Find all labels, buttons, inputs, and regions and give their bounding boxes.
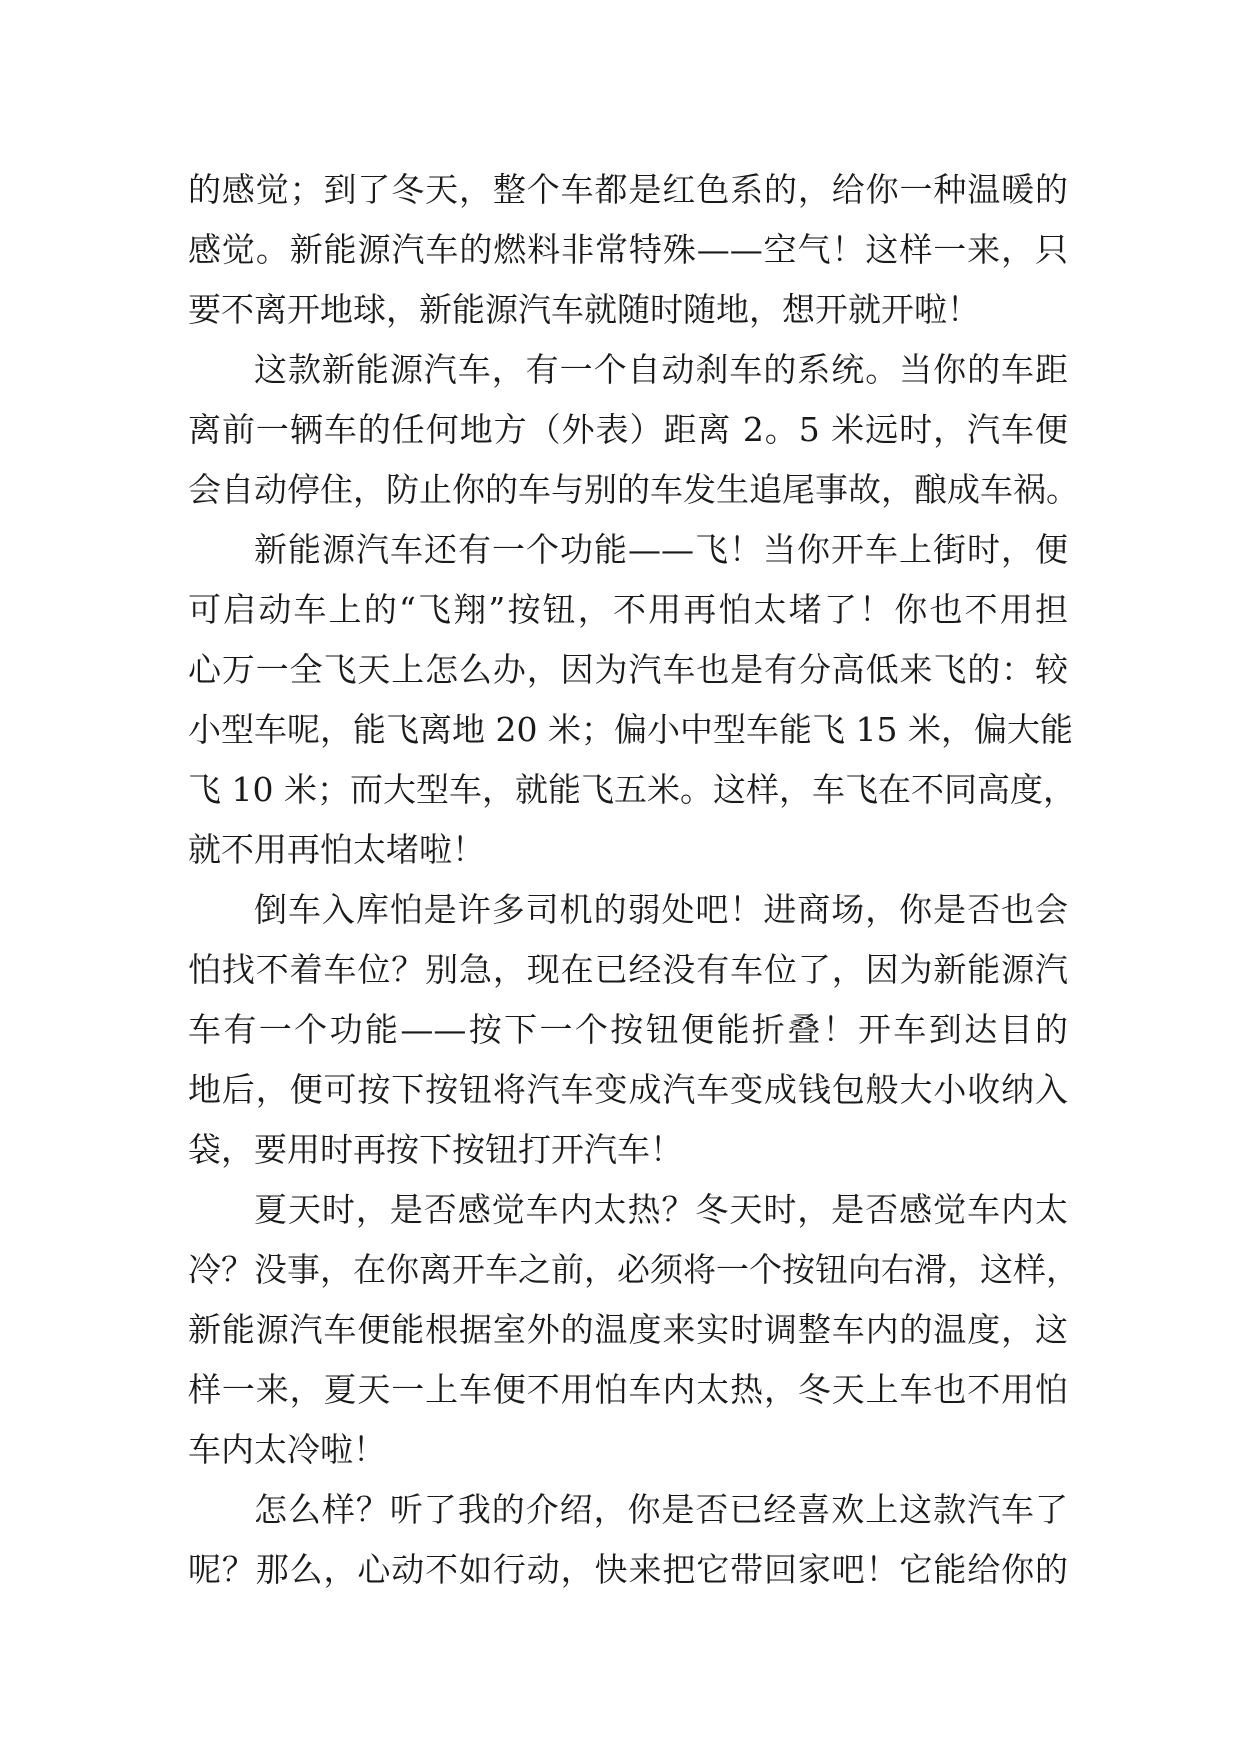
text-line: 就不用再怕太堵啦！: [188, 830, 485, 869]
text-line: 的感觉；到了冬天，整个车都是红色系的，给你一种温暖的: [188, 170, 1068, 209]
text-line: 怕找不着车位？别急，现在已经没有车位了，因为新能源汽: [188, 950, 1068, 989]
text-line: 飞 10 米；而大型车，就能飞五米。这样，车飞在不同高度，: [188, 770, 1076, 809]
text-line: 倒车入库怕是许多司机的弱处吧！进商场，你是否也会: [254, 890, 1068, 929]
text-line: 呢？那么，心动不如行动，快来把它带回家吧！它能给你的: [188, 1550, 1068, 1589]
text-line: 新能源汽车便能根据室外的温度来实时调整车内的温度，这: [188, 1310, 1068, 1349]
text-line: 样一来，夏天一上车便不用怕车内太热，冬天上车也不用怕: [188, 1370, 1068, 1409]
text-line: 袋，要用时再按下按钮打开汽车！: [188, 1130, 683, 1169]
text-line: 可启动车上的“飞翔”按钮，不用再怕太堵了！你也不用担: [188, 590, 1068, 629]
text-line: 冷？没事，在你离开车之前，必须将一个按钮向右滑，这样，: [188, 1250, 1079, 1289]
text-line: 车有一个功能——按下一个按钮便能折叠！开车到达目的: [188, 1010, 1068, 1049]
text-line: 地后，便可按下按钮将汽车变成汽车变成钱包般大小收纳入: [188, 1070, 1068, 1109]
text-line: 会自动停住，防止你的车与别的车发生追尾事故，酿成车祸。: [188, 470, 1079, 509]
text-line: 离前一辆车的任何地方（外表）距离 2。5 米远时，汽车便: [188, 410, 1068, 449]
text-line: 心万一全飞天上怎么办，因为汽车也是有分高低来飞的：较: [188, 650, 1068, 689]
text-line: 怎么样？听了我的介绍，你是否已经喜欢上这款汽车了: [254, 1490, 1068, 1529]
text-line: 感觉。新能源汽车的燃料非常特殊——空气！这样一来，只: [188, 230, 1068, 269]
text-line: 这款新能源汽车，有一个自动刹车的系统。当你的车距: [254, 350, 1068, 389]
text-line: 小型车呢，能飞离地 20 米；偏小中型车能飞 15 米，偏大能: [188, 710, 1073, 749]
text-line: 要不离开地球，新能源汽车就随时随地，想开就开啦！: [188, 290, 980, 329]
text-line: 新能源汽车还有一个功能——飞！当你开车上街时，便: [254, 530, 1068, 569]
body-text: [188, 160, 1079, 1600]
text-line: 车内太冷啦！: [188, 1430, 386, 1469]
text-line: 夏天时，是否感觉车内太热？冬天时，是否感觉车内太: [254, 1190, 1068, 1229]
